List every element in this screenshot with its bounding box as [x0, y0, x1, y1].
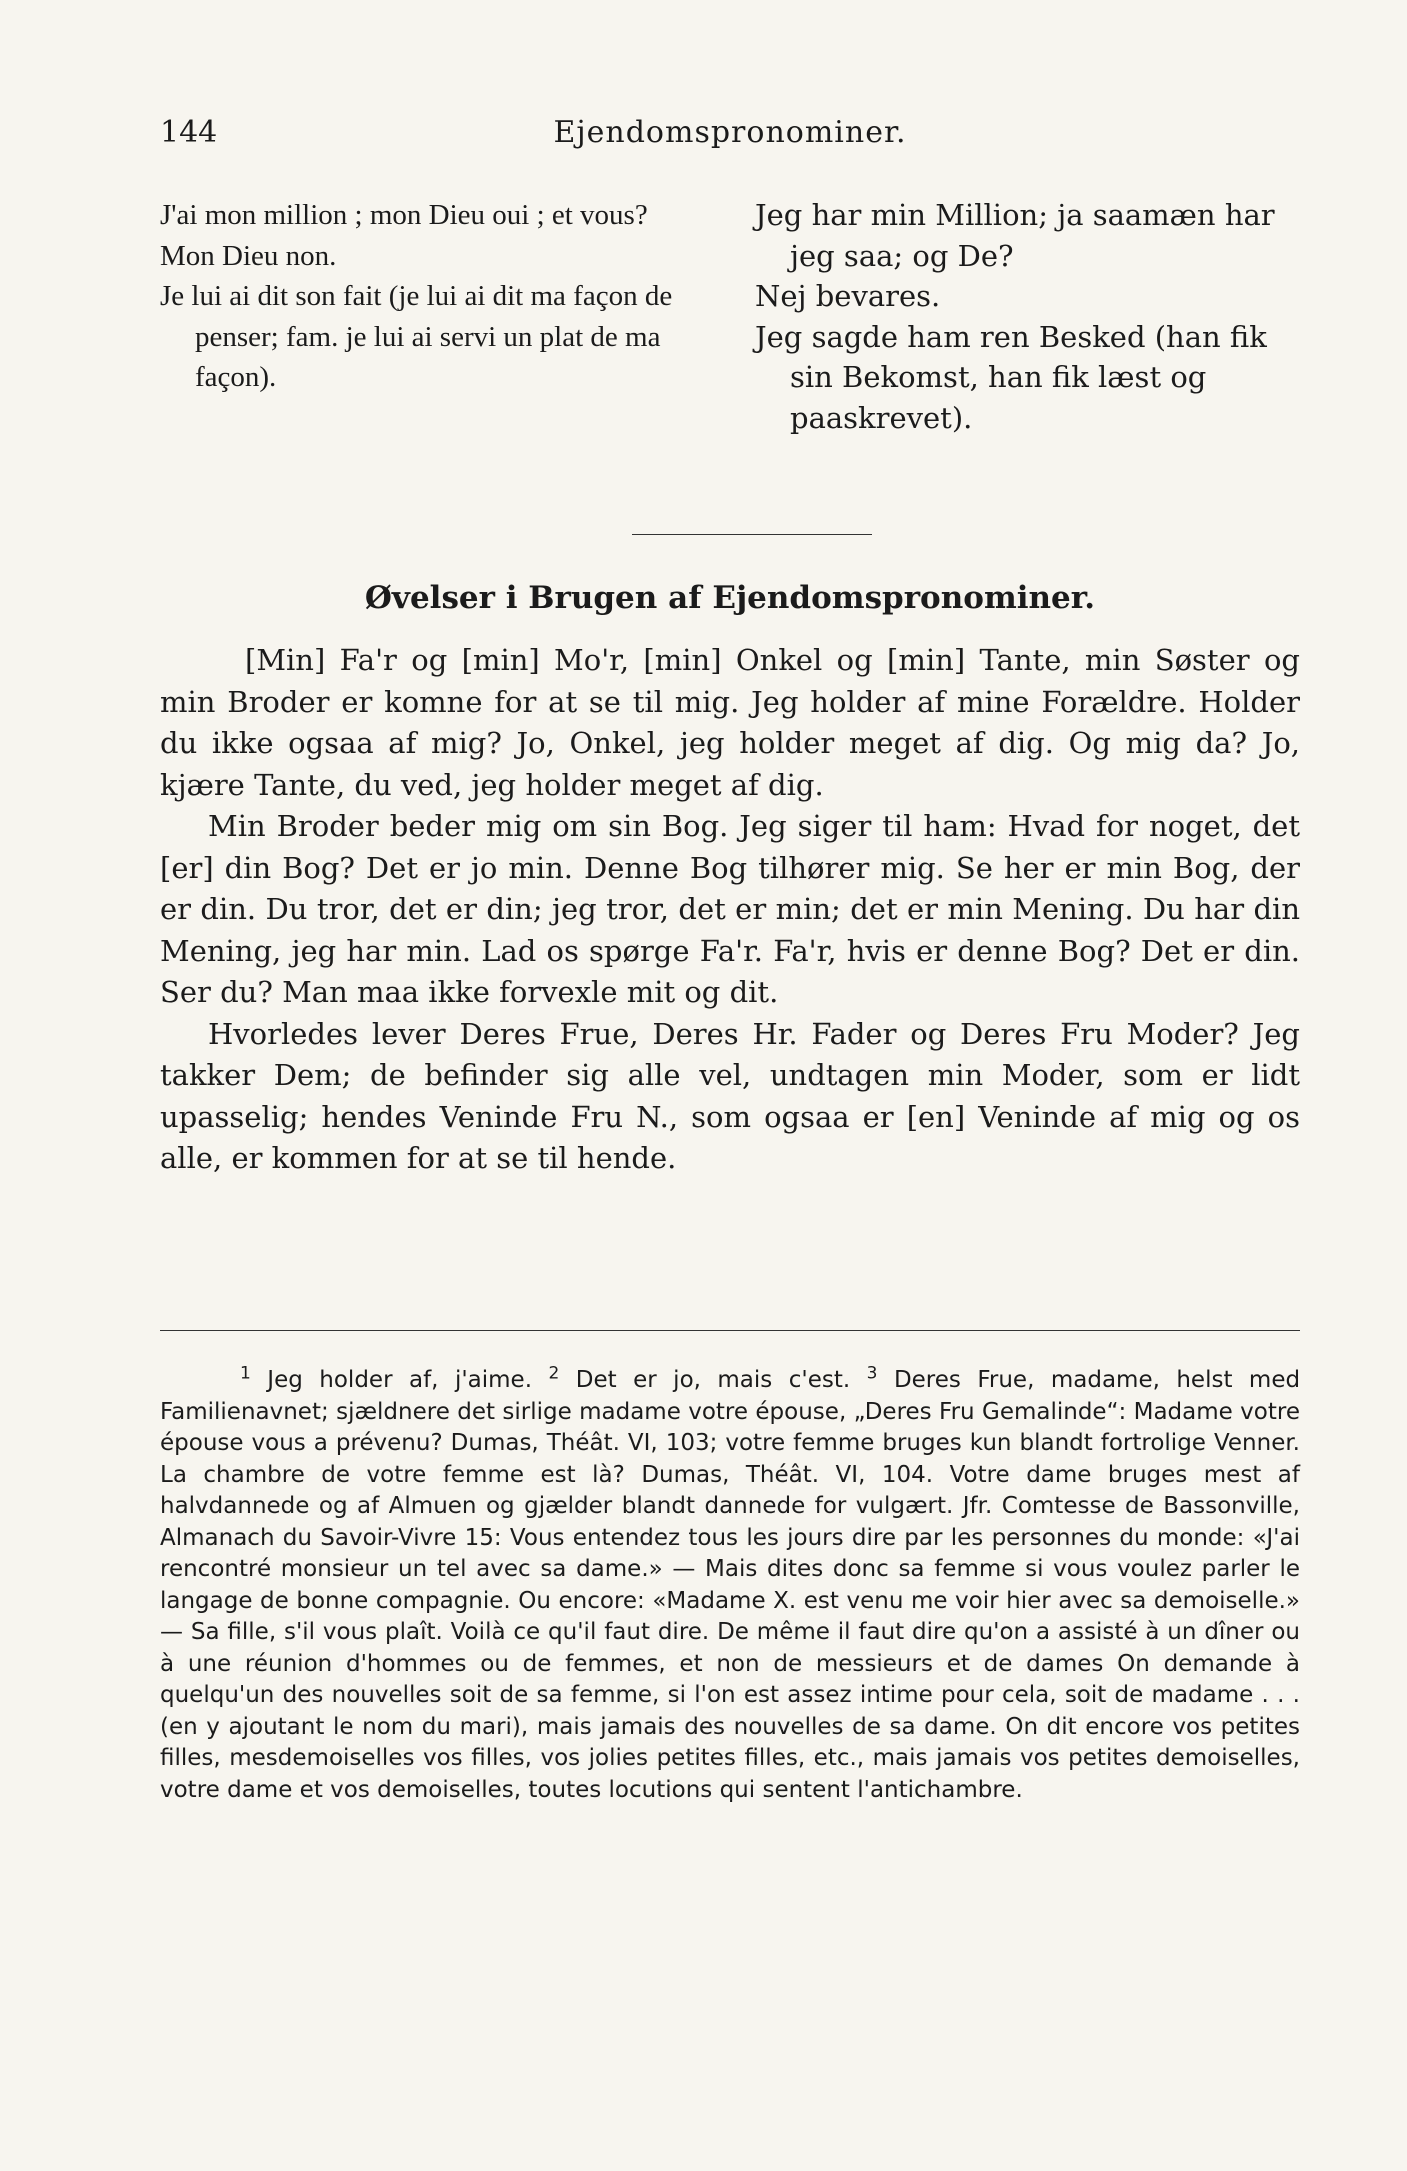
footnote-marker-2: 2 — [548, 1363, 560, 1384]
exercise-text — [160, 640, 1300, 1180]
footnote-1: Jeg holder af, j'aime. — [267, 1367, 533, 1393]
exercise-paragraph-2: Min Broder beder mig om sin Bog. Jeg siger til ham: Hvad for noget, det [er] din Bog? Det er jo min. Denne Bog tilhører mig. Se her er min Bog, der er din. Du tror, det er din; jeg tror, det er min; det er min Mening. Du har din Mening, jeg har min. Lad os spørge Fa'r. Fa'r, hvis er denne Bog? Det er din. Ser du? Man maa ikke forvexle mit og dit. — [160, 809, 1300, 1009]
french-column — [160, 195, 715, 398]
exercise-paragraph-1: [Min] Fa'r og [min] Mo'r, [min] Onkel og [min] Tante, min Søster og min Broder er komne for at se til mig. Jeg holder af mine Forældre. Holder du ikke ogsaa af mig? Jo, Onkel, jeg holder meget af dig. Og mig da? Jo, kjære Tante, du ved, jeg holder meget af dig. — [160, 643, 1300, 802]
section-divider — [632, 534, 872, 535]
running-head: Ejendomspronominer. — [553, 115, 907, 150]
page-number: 144 — [160, 115, 218, 150]
section-title: Øvelser i Brugen af Ejendomspronominer. — [364, 580, 1096, 616]
danish-column — [755, 195, 1300, 438]
danish-line-1: Jeg har min Million; ja saamæn har jeg saa; og De? — [755, 198, 1275, 273]
footnote-2: Det er jo, mais c'est. — [575, 1367, 851, 1393]
footnote-3: Deres Frue, madame, helst med Familienavnet; sjældnere det sirlige madame votre épouse, „Deres Fru Gemalinde“: Madame votre épouse vous a prévenu? Dumas, Théât. VI, 103; votre femme bruges kun blandt fortrolige Venner. La chambre de votre femme est là? Dumas, Théât. VI, 104. Votre dame bruges mest af halvdannede og af Almuen og gjælder blandt dannede for vulgært. Jfr. Comtesse de Bassonville, Almanach du Savoir-Vivre 15: Vous entendez tous les jours dire par les personnes du monde: «J'ai rencontré monsieur un tel avec sa dame.» — Mais dites donc sa femme si vous voulez parler le langage de bonne compagnie. Ou encore: «Madame X. est venu me voir hier avec sa demoiselle.» — Sa fille, s'il vous plaît. Voilà ce qu'il faut dire. De même il faut dire qu'on a assisté à un dîner ou à une réunion d'hommes ou de femmes, et non de messieurs et de dames On demande à quelqu'un des nouvelles soit de sa femme, si l'on est assez intime pour cela, soit de madame . . . (en y ajoutant le nom du mari), mais jamais des nouvelles de sa dame. On dit encore vos petites filles, mesdemoiselles vos filles, vos jolies petites filles, etc., mais jamais vos petites demoiselles, votre dame et vos demoiselles, toutes locutions qui sentent l'antichambre. — [160, 1367, 1301, 1803]
footnote-block — [160, 1365, 1300, 1806]
page-header — [160, 115, 1300, 155]
footnotes — [160, 1365, 1300, 1806]
danish-line-2: Nej bevares. — [755, 279, 941, 313]
footnote-marker-3: 3 — [866, 1363, 878, 1384]
footnote-marker-1: 1 — [240, 1363, 251, 1384]
french-line-1: J'ai mon million ; mon Dieu oui ; et vous? — [160, 199, 648, 231]
french-line-2: Mon Dieu non. — [160, 239, 337, 272]
danish-line-3: Jeg sagde ham ren Besked (han fik sin Bekomst, han fik læst og paaskrevet). — [755, 319, 1267, 435]
exercise-paragraph-3: Hvorledes lever Deres Frue, Deres Hr. Fader og Deres Fru Moder? Jeg takker Dem; de befinder sig alle vel, undtagen min Moder, som er lidt upasselig; hendes Veninde Fru N., som ogsaa er [en] Veninde af mig og os alle, er kommen for at se til hende. — [160, 1016, 1300, 1175]
french-line-3: Je lui ai dit son fait (je lui ai dit ma façon de penser; fam. je lui ai servi un plat de ma façon). — [160, 280, 673, 393]
footnote-divider — [160, 1330, 1300, 1331]
